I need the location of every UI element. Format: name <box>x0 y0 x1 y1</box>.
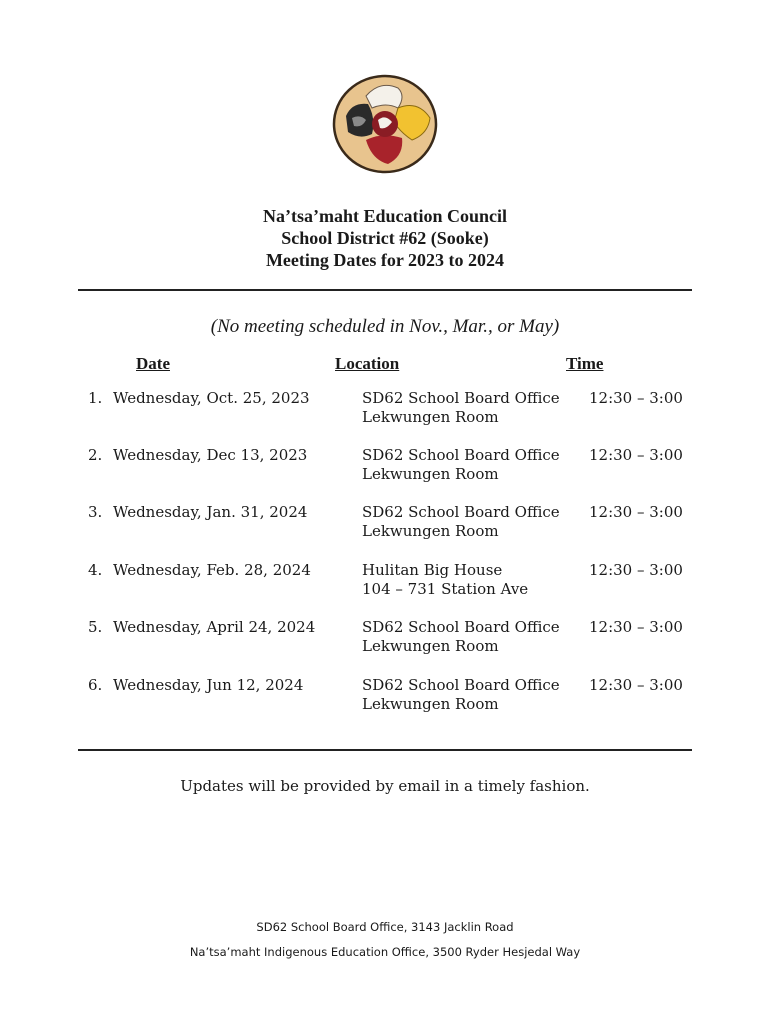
meeting-number: 4. <box>88 561 103 579</box>
meeting-location: SD62 School Board Office Lekwungen Room <box>362 389 560 426</box>
district-name: School District #62 (Sooke) <box>281 228 489 248</box>
meeting-date: Wednesday, Feb. 28, 2024 <box>113 561 311 579</box>
meeting-time: 12:30 – 3:00 <box>589 618 683 636</box>
meeting-date: Wednesday, Jun 12, 2024 <box>113 676 304 694</box>
meeting-location: SD62 School Board Office Lekwungen Room <box>362 676 560 713</box>
meeting-time: 12:30 – 3:00 <box>589 676 683 694</box>
bottom-divider <box>78 749 692 751</box>
meeting-date: Wednesday, Dec 13, 2023 <box>113 446 308 464</box>
meeting-row <box>0 389 770 439</box>
meeting-row <box>0 446 770 496</box>
meeting-number: 6. <box>88 676 103 694</box>
meeting-location: SD62 School Board Office Lekwungen Room <box>362 618 560 655</box>
document-title: Meeting Dates for 2023 to 2024 <box>265 250 505 270</box>
footer-address-2: Na’tsa’maht Indigenous Education Office, 3500 Ryder Hesjedal Way <box>189 945 581 959</box>
footer-address-1: SD62 School Board Office, 3143 Jacklin Road <box>256 920 514 934</box>
council-logo <box>332 74 438 174</box>
date-column-header: Date <box>136 354 170 373</box>
meeting-number: 3. <box>88 503 103 521</box>
updates-notice: Updates will be provided by email in a timely fashion. <box>180 777 590 795</box>
council-name: Na’tsa’maht Education Council <box>262 206 508 226</box>
schedule-note: (No meeting scheduled in Nov., Mar., or May) <box>210 316 560 337</box>
meeting-time: 12:30 – 3:00 <box>589 561 683 579</box>
meeting-row <box>0 676 770 726</box>
meeting-location: SD62 School Board Office Lekwungen Room <box>362 446 560 483</box>
top-divider <box>78 289 692 291</box>
meeting-number: 5. <box>88 618 103 636</box>
meeting-time: 12:30 – 3:00 <box>589 446 683 464</box>
meeting-location: Hulitan Big House 104 – 731 Station Ave <box>362 561 529 598</box>
meeting-row <box>0 503 770 553</box>
meeting-number: 1. <box>88 389 103 407</box>
time-column-header: Time <box>566 354 604 373</box>
meeting-date: Wednesday, April 24, 2024 <box>113 618 316 636</box>
location-column-header: Location <box>335 354 400 373</box>
meeting-time: 12:30 – 3:00 <box>589 503 683 521</box>
meeting-date: Wednesday, Jan. 31, 2024 <box>113 503 308 521</box>
meeting-number: 2. <box>88 446 103 464</box>
meeting-row <box>0 618 770 668</box>
meeting-location: SD62 School Board Office Lekwungen Room <box>362 503 560 540</box>
meeting-date: Wednesday, Oct. 25, 2023 <box>113 389 310 407</box>
meeting-time: 12:30 – 3:00 <box>589 389 683 407</box>
document-header <box>0 205 770 271</box>
meeting-row <box>0 561 770 611</box>
